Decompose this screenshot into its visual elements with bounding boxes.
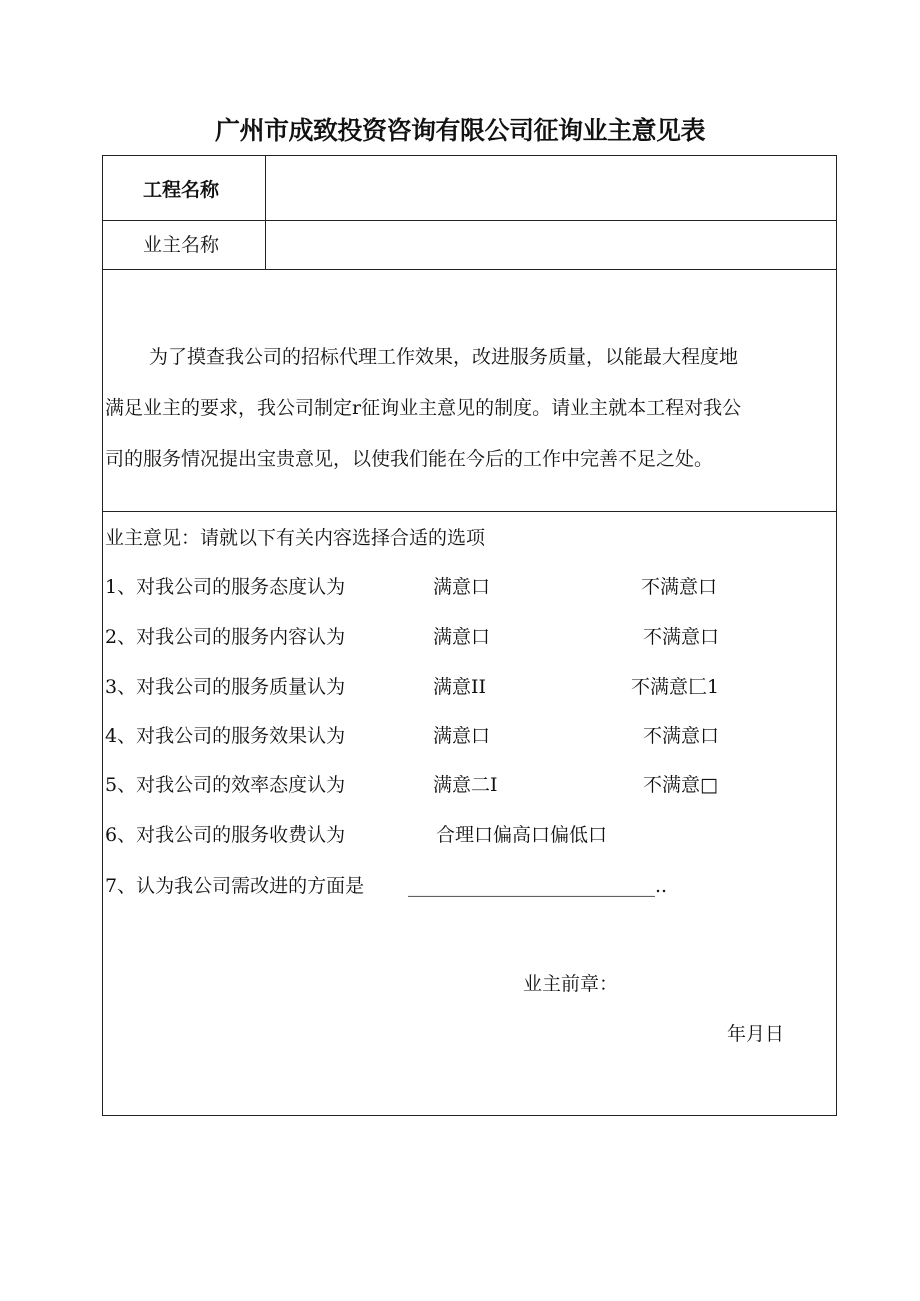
row-divider: [103, 220, 836, 221]
opinion-heading: 业主意见：请就以下有关内容选择合适的选项: [105, 527, 486, 549]
row-divider: [103, 269, 836, 270]
row-divider: [103, 511, 836, 512]
question-1: 1、对我公司的服务态度认为: [105, 576, 346, 598]
intro-line: 司的服务情况提出宝贵意见，以使我们能在今后的工作中完善不足之处。: [105, 448, 714, 470]
question-7-improve: 7、认为我公司需改进的方面是: [105, 875, 365, 897]
q2-unsatisfied-option[interactable]: 不满意口: [643, 626, 720, 648]
intro-line: 为了摸查我公司的招标代理工作效果，改进服务质量，以能最大程度地: [149, 346, 739, 368]
fee-options[interactable]: 合理口偏高口偏低口: [436, 824, 608, 846]
q5-unsatisfied-option[interactable]: 不满意□: [643, 774, 718, 796]
q4-satisfied-option[interactable]: 满意口: [433, 725, 491, 747]
column-divider: [265, 156, 266, 269]
q4-unsatisfied-option[interactable]: 不满意口: [643, 725, 720, 747]
opinion-form-table: [102, 155, 837, 1116]
q2-satisfied-option[interactable]: 满意口: [433, 626, 491, 648]
question-5: 5、对我公司的效率态度认为: [105, 774, 346, 796]
form-title: 广州市成致投资咨询有限公司征询业主意见表: [214, 116, 705, 145]
q1-satisfied-option[interactable]: 满意口: [433, 576, 491, 598]
q3-unsatisfied-option[interactable]: 不满意匚1: [631, 676, 720, 698]
owner-name-label: 业主名称: [143, 234, 220, 256]
question-4: 4、对我公司的服务效果认为: [105, 725, 346, 747]
q1-unsatisfied-option[interactable]: 不满意口: [641, 576, 718, 598]
project-name-label: 工程名称: [143, 179, 220, 201]
improve-blank[interactable]: __________________________..: [408, 875, 668, 897]
q5-satisfied-option[interactable]: 满意二I: [433, 774, 498, 796]
question-3: 3、对我公司的服务质量认为: [105, 676, 346, 698]
question-6-fee: 6、对我公司的服务收费认为: [105, 824, 346, 846]
intro-line: 满足业主的要求，我公司制定r征询业主意见的制度。请业主就本工程对我公: [105, 397, 742, 419]
q3-satisfied-option[interactable]: 满意II: [433, 676, 487, 698]
owner-seal-label: 业主前章：: [523, 973, 619, 995]
intro-paragraph: [103, 332, 838, 485]
date-label: 年月日: [727, 1023, 785, 1045]
question-2: 2、对我公司的服务内容认为: [105, 626, 346, 648]
